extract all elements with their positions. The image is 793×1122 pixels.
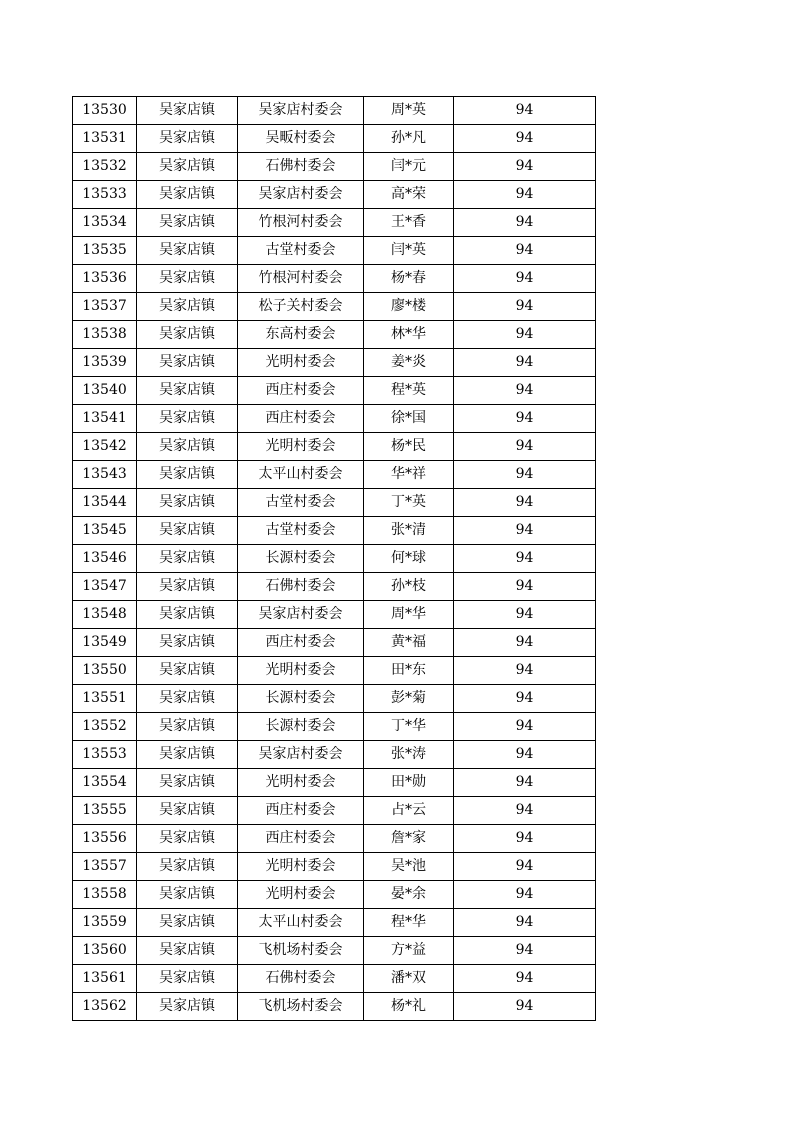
table-row: [73, 293, 596, 321]
score-cell: 94: [454, 825, 596, 853]
town-cell: 吴家店镇: [137, 573, 238, 601]
table-row: [73, 405, 596, 433]
score-cell: 94: [454, 769, 596, 797]
town-cell: 吴家店镇: [137, 937, 238, 965]
village-cell: 飞机场村委会: [238, 993, 364, 1021]
table-row: [73, 601, 596, 629]
id-cell: 13547: [73, 573, 137, 601]
table-row: [73, 349, 596, 377]
table-row: [73, 209, 596, 237]
village-cell: 光明村委会: [238, 433, 364, 461]
town-cell: 吴家店镇: [137, 909, 238, 937]
name-cell: 田*东: [364, 657, 454, 685]
score-cell: 94: [454, 405, 596, 433]
score-cell: 94: [454, 937, 596, 965]
village-cell: 太平山村委会: [238, 461, 364, 489]
town-cell: 吴家店镇: [137, 349, 238, 377]
score-cell: 94: [454, 993, 596, 1021]
id-cell: 13537: [73, 293, 137, 321]
table-row: [73, 769, 596, 797]
name-cell: 孙*枝: [364, 573, 454, 601]
id-cell: 13530: [73, 97, 137, 125]
id-cell: 13546: [73, 545, 137, 573]
id-cell: 13553: [73, 741, 137, 769]
table-row: [73, 685, 596, 713]
town-cell: 吴家店镇: [137, 657, 238, 685]
score-cell: 94: [454, 237, 596, 265]
table-row: [73, 965, 596, 993]
score-cell: 94: [454, 209, 596, 237]
score-cell: 94: [454, 433, 596, 461]
village-cell: 光明村委会: [238, 769, 364, 797]
town-cell: 吴家店镇: [137, 769, 238, 797]
village-cell: 石佛村委会: [238, 965, 364, 993]
id-cell: 13551: [73, 685, 137, 713]
score-cell: 94: [454, 797, 596, 825]
id-cell: 13531: [73, 125, 137, 153]
name-cell: 潘*双: [364, 965, 454, 993]
name-cell: 张*涛: [364, 741, 454, 769]
table-row: [73, 265, 596, 293]
village-cell: 古堂村委会: [238, 517, 364, 545]
village-cell: 西庄村委会: [238, 797, 364, 825]
id-cell: 13556: [73, 825, 137, 853]
id-cell: 13548: [73, 601, 137, 629]
score-cell: 94: [454, 965, 596, 993]
table-row: [73, 937, 596, 965]
name-cell: 程*英: [364, 377, 454, 405]
village-cell: 光明村委会: [238, 881, 364, 909]
table-row: [73, 573, 596, 601]
name-cell: 华*祥: [364, 461, 454, 489]
town-cell: 吴家店镇: [137, 825, 238, 853]
id-cell: 13554: [73, 769, 137, 797]
village-cell: 吴家店村委会: [238, 181, 364, 209]
town-cell: 吴家店镇: [137, 265, 238, 293]
name-cell: 黄*福: [364, 629, 454, 657]
town-cell: 吴家店镇: [137, 209, 238, 237]
score-cell: 94: [454, 853, 596, 881]
name-cell: 田*勋: [364, 769, 454, 797]
village-cell: 石佛村委会: [238, 153, 364, 181]
name-cell: 程*华: [364, 909, 454, 937]
id-cell: 13559: [73, 909, 137, 937]
score-cell: 94: [454, 629, 596, 657]
name-cell: 闫*英: [364, 237, 454, 265]
town-cell: 吴家店镇: [137, 965, 238, 993]
village-cell: 长源村委会: [238, 713, 364, 741]
id-cell: 13560: [73, 937, 137, 965]
village-cell: 西庄村委会: [238, 629, 364, 657]
id-cell: 13562: [73, 993, 137, 1021]
town-cell: 吴家店镇: [137, 461, 238, 489]
name-cell: 闫*元: [364, 153, 454, 181]
table-row: [73, 993, 596, 1021]
name-cell: 方*益: [364, 937, 454, 965]
table-row: [73, 713, 596, 741]
table-row: [73, 489, 596, 517]
name-cell: 周*华: [364, 601, 454, 629]
score-cell: 94: [454, 97, 596, 125]
village-cell: 松子关村委会: [238, 293, 364, 321]
score-cell: 94: [454, 601, 596, 629]
score-cell: 94: [454, 125, 596, 153]
town-cell: 吴家店镇: [137, 125, 238, 153]
id-cell: 13538: [73, 321, 137, 349]
id-cell: 13557: [73, 853, 137, 881]
table-row: [73, 881, 596, 909]
score-cell: 94: [454, 573, 596, 601]
village-cell: 竹根河村委会: [238, 209, 364, 237]
id-cell: 13536: [73, 265, 137, 293]
name-cell: 吴*池: [364, 853, 454, 881]
table-row: [73, 153, 596, 181]
score-cell: 94: [454, 293, 596, 321]
score-cell: 94: [454, 349, 596, 377]
table-row: [73, 545, 596, 573]
village-cell: 光明村委会: [238, 853, 364, 881]
town-cell: 吴家店镇: [137, 881, 238, 909]
village-cell: 东高村委会: [238, 321, 364, 349]
id-cell: 13544: [73, 489, 137, 517]
id-cell: 13558: [73, 881, 137, 909]
table-row: [73, 517, 596, 545]
score-cell: 94: [454, 377, 596, 405]
name-cell: 詹*家: [364, 825, 454, 853]
name-cell: 丁*华: [364, 713, 454, 741]
table-row: [73, 97, 596, 125]
score-cell: 94: [454, 713, 596, 741]
table-row: [73, 125, 596, 153]
name-cell: 何*球: [364, 545, 454, 573]
score-cell: 94: [454, 461, 596, 489]
village-cell: 竹根河村委会: [238, 265, 364, 293]
table-row: [73, 377, 596, 405]
id-cell: 13542: [73, 433, 137, 461]
town-cell: 吴家店镇: [137, 797, 238, 825]
village-cell: 西庄村委会: [238, 377, 364, 405]
name-cell: 杨*礼: [364, 993, 454, 1021]
village-cell: 吴畈村委会: [238, 125, 364, 153]
id-cell: 13541: [73, 405, 137, 433]
town-cell: 吴家店镇: [137, 545, 238, 573]
village-cell: 石佛村委会: [238, 573, 364, 601]
name-cell: 丁*英: [364, 489, 454, 517]
name-cell: 占*云: [364, 797, 454, 825]
score-cell: 94: [454, 545, 596, 573]
score-cell: 94: [454, 741, 596, 769]
score-cell: 94: [454, 265, 596, 293]
town-cell: 吴家店镇: [137, 293, 238, 321]
town-cell: 吴家店镇: [137, 153, 238, 181]
id-cell: 13545: [73, 517, 137, 545]
name-cell: 杨*春: [364, 265, 454, 293]
table-row: [73, 853, 596, 881]
town-cell: 吴家店镇: [137, 853, 238, 881]
town-cell: 吴家店镇: [137, 517, 238, 545]
score-cell: 94: [454, 181, 596, 209]
table-row: [73, 657, 596, 685]
town-cell: 吴家店镇: [137, 629, 238, 657]
id-cell: 13561: [73, 965, 137, 993]
id-cell: 13555: [73, 797, 137, 825]
village-cell: 西庄村委会: [238, 405, 364, 433]
village-cell: 古堂村委会: [238, 489, 364, 517]
score-cell: 94: [454, 685, 596, 713]
score-cell: 94: [454, 657, 596, 685]
score-cell: 94: [454, 153, 596, 181]
score-cell: 94: [454, 881, 596, 909]
town-cell: 吴家店镇: [137, 741, 238, 769]
id-cell: 13533: [73, 181, 137, 209]
id-cell: 13549: [73, 629, 137, 657]
town-cell: 吴家店镇: [137, 433, 238, 461]
table-row: [73, 461, 596, 489]
table-row: [73, 741, 596, 769]
name-cell: 晏*余: [364, 881, 454, 909]
village-cell: 光明村委会: [238, 657, 364, 685]
town-cell: 吴家店镇: [137, 377, 238, 405]
table-row: [73, 797, 596, 825]
table-row: [73, 825, 596, 853]
town-cell: 吴家店镇: [137, 321, 238, 349]
town-cell: 吴家店镇: [137, 405, 238, 433]
town-cell: 吴家店镇: [137, 993, 238, 1021]
village-cell: 吴家店村委会: [238, 601, 364, 629]
village-cell: 太平山村委会: [238, 909, 364, 937]
score-cell: 94: [454, 489, 596, 517]
table-row: [73, 321, 596, 349]
table-row: [73, 909, 596, 937]
score-cell: 94: [454, 517, 596, 545]
name-cell: 徐*国: [364, 405, 454, 433]
id-cell: 13535: [73, 237, 137, 265]
town-cell: 吴家店镇: [137, 97, 238, 125]
table-row: [73, 237, 596, 265]
id-cell: 13552: [73, 713, 137, 741]
id-cell: 13543: [73, 461, 137, 489]
town-cell: 吴家店镇: [137, 685, 238, 713]
id-cell: 13540: [73, 377, 137, 405]
name-cell: 高*荣: [364, 181, 454, 209]
town-cell: 吴家店镇: [137, 237, 238, 265]
id-cell: 13550: [73, 657, 137, 685]
table-row: [73, 433, 596, 461]
table-row: [73, 181, 596, 209]
town-cell: 吴家店镇: [137, 713, 238, 741]
village-cell: 光明村委会: [238, 349, 364, 377]
id-cell: 13534: [73, 209, 137, 237]
name-cell: 孙*凡: [364, 125, 454, 153]
village-cell: 古堂村委会: [238, 237, 364, 265]
name-cell: 周*英: [364, 97, 454, 125]
name-cell: 张*清: [364, 517, 454, 545]
id-cell: 13539: [73, 349, 137, 377]
table-body: [73, 97, 596, 1021]
data-table: [72, 96, 596, 1021]
name-cell: 林*华: [364, 321, 454, 349]
name-cell: 杨*民: [364, 433, 454, 461]
score-cell: 94: [454, 909, 596, 937]
name-cell: 王*香: [364, 209, 454, 237]
name-cell: 彭*菊: [364, 685, 454, 713]
village-cell: 西庄村委会: [238, 825, 364, 853]
village-cell: 飞机场村委会: [238, 937, 364, 965]
village-cell: 吴家店村委会: [238, 741, 364, 769]
town-cell: 吴家店镇: [137, 181, 238, 209]
score-cell: 94: [454, 321, 596, 349]
id-cell: 13532: [73, 153, 137, 181]
name-cell: 廖*楼: [364, 293, 454, 321]
village-cell: 长源村委会: [238, 545, 364, 573]
town-cell: 吴家店镇: [137, 489, 238, 517]
table-row: [73, 629, 596, 657]
village-cell: 吴家店村委会: [238, 97, 364, 125]
village-cell: 长源村委会: [238, 685, 364, 713]
town-cell: 吴家店镇: [137, 601, 238, 629]
name-cell: 姜*炎: [364, 349, 454, 377]
